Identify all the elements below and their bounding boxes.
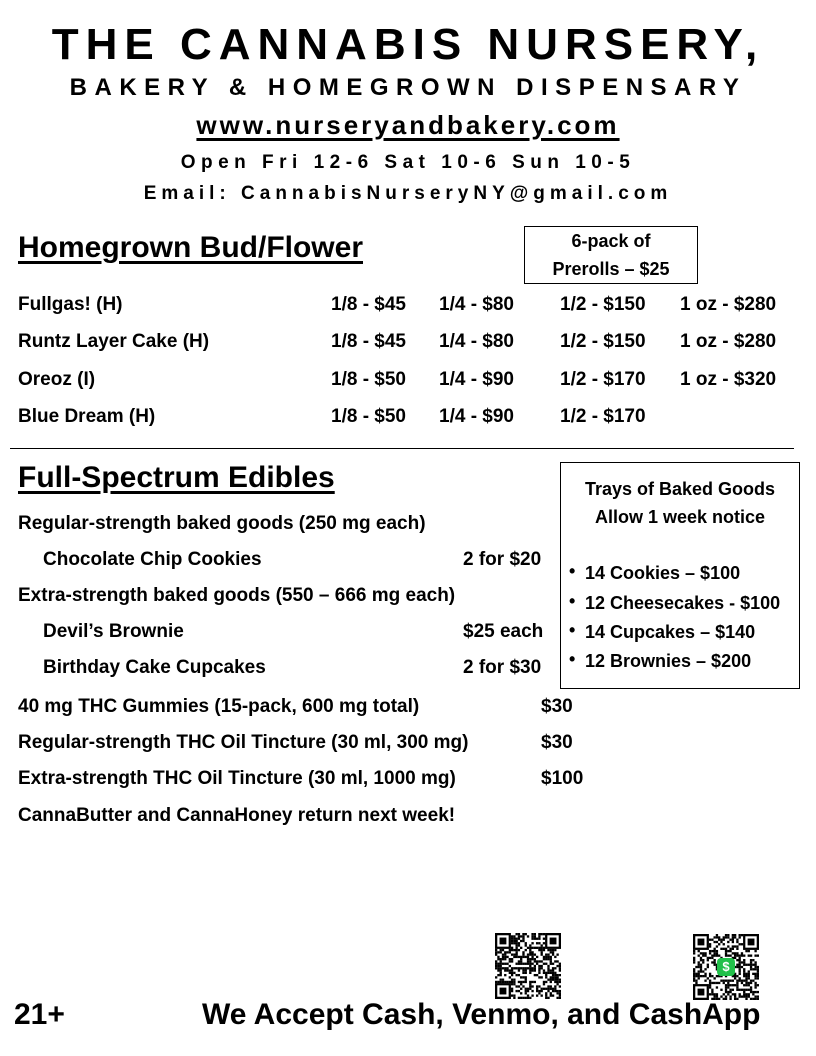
price-quarter: 1/4 - $80 — [439, 331, 514, 352]
edibles-heading: Full-Spectrum Edibles — [18, 461, 335, 494]
store-title: THE CANNABIS NURSERY, — [51, 20, 765, 69]
price-ounce: 1 oz - $320 — [680, 369, 777, 390]
cookies-price: 2 for $20 — [463, 549, 542, 570]
flower-name: Runtz Layer Cake (H) — [18, 331, 210, 352]
tray-item-label: 12 Brownies – $200 — [585, 651, 752, 671]
bullet-icon: • — [569, 620, 576, 640]
extra-tincture-price: $100 — [541, 768, 584, 789]
price-ounce: 1 oz - $280 — [680, 331, 777, 352]
price-half: 1/2 - $170 — [560, 406, 646, 427]
preroll-box — [524, 226, 698, 284]
price-eighth: 1/8 - $50 — [331, 406, 406, 427]
payment-methods: We Accept Cash, Venmo, and CashApp — [202, 998, 761, 1031]
flower-name: Oreoz (I) — [18, 369, 96, 390]
cashapp-qr-icon[interactable] — [693, 934, 759, 1000]
flower-name: Blue Dream (H) — [18, 406, 156, 427]
price-ounce: 1 oz - $280 — [680, 294, 777, 315]
store-email[interactable]: Email: CannabisNurseryNY@gmail.com — [143, 183, 673, 204]
age-restriction: 21+ — [14, 998, 65, 1031]
tray-item-label: 12 Cheesecakes - $100 — [585, 593, 781, 613]
price-half: 1/2 - $170 — [560, 369, 646, 390]
price-half: 1/2 - $150 — [560, 294, 646, 315]
gummies-price: $30 — [541, 696, 573, 717]
website-link[interactable]: www.nurseryandbakery.com — [196, 110, 620, 140]
brownie-name: Devil’s Brownie — [43, 621, 184, 642]
restock-note: CannaButter and CannaHoney return next week! — [18, 805, 456, 826]
cookies-name: Chocolate Chip Cookies — [43, 549, 262, 570]
price-eighth: 1/8 - $50 — [331, 369, 406, 390]
preroll-line-1: 6-pack of — [571, 231, 651, 251]
regular-tincture-price: $30 — [541, 732, 573, 753]
gummies-name: 40 mg THC Gummies (15-pack, 600 mg total) — [18, 696, 420, 717]
store-hours: Open Fri 12-6 Sat 10-6 Sun 10-5 — [180, 152, 636, 173]
bullet-icon: • — [569, 591, 576, 611]
regular-tincture-name: Regular-strength THC Oil Tincture (30 ml, 300 mg) — [18, 732, 469, 753]
qr-code-icon — [495, 933, 561, 999]
venmo-qr-icon[interactable] — [495, 933, 561, 999]
bullet-icon: • — [569, 561, 576, 581]
price-quarter: 1/4 - $90 — [439, 406, 514, 427]
bullet-icon: • — [569, 649, 576, 669]
regular-baked-heading: Regular-strength baked goods (250 mg each) — [18, 513, 426, 534]
trays-title: Trays of Baked Goods — [584, 479, 776, 499]
section-divider — [10, 448, 794, 449]
price-quarter: 1/4 - $90 — [439, 369, 514, 390]
tray-item-label: 14 Cupcakes – $140 — [585, 622, 756, 642]
flower-name: Fullgas! (H) — [18, 294, 123, 315]
cupcake-name: Birthday Cake Cupcakes — [43, 657, 266, 678]
price-quarter: 1/4 - $80 — [439, 294, 514, 315]
extra-baked-heading: Extra-strength baked goods (550 – 666 mg each) — [18, 585, 456, 606]
cashapp-logo-icon: $ — [717, 958, 735, 976]
trays-box — [560, 462, 800, 689]
cupcake-price: 2 for $30 — [463, 657, 542, 678]
extra-tincture-name: Extra-strength THC Oil Tincture (30 ml, 1000 mg) — [18, 768, 456, 789]
preroll-line-2: Prerolls – $25 — [552, 259, 670, 279]
tray-item-label: 14 Cookies – $100 — [585, 563, 741, 583]
flower-heading: Homegrown Bud/Flower — [18, 231, 363, 264]
trays-notice: Allow 1 week notice — [594, 507, 766, 527]
price-eighth: 1/8 - $45 — [331, 294, 406, 315]
store-subtitle: BAKERY & HOMEGROWN DISPENSARY — [69, 74, 747, 101]
price-eighth: 1/8 - $45 — [331, 331, 406, 352]
price-half: 1/2 - $150 — [560, 331, 646, 352]
brownie-price: $25 each — [463, 621, 544, 642]
